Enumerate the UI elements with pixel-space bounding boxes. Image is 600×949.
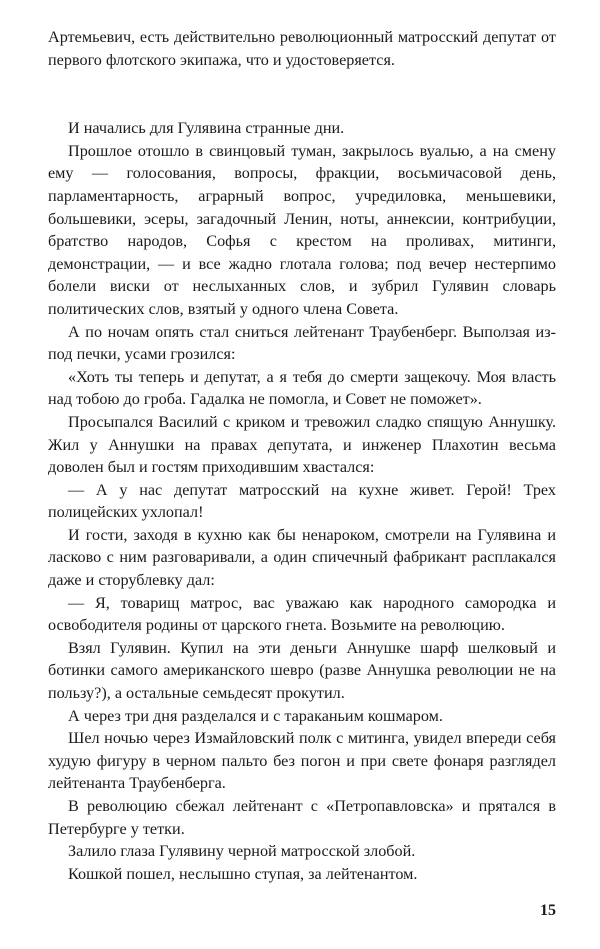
paragraph: «Хоть ты теперь и депутат, а я тебя до смерти защекочу. Моя власть над тобою до гроба. Гадалка не помогла, и Совет не поможет».	[48, 367, 556, 409]
paragraph: В революцию сбежал лейтенант с «Петропавловска» и прятался в Петербурге у тетки.	[48, 797, 556, 838]
paragraph: Шел ночью через Измайловский полк с митинга, увидел впереди себя худую фигуру в черном пальто без погон и при свете фонаря разглядел лейтенанта Траубенберга.	[48, 729, 556, 793]
paragraph: Взял Гулявин. Купил на эти деньги Аннушке шарф шелковый и ботинки самого американского шевро (разве Аннушка революции не на пользу?), а остальные семьдесят прокутил.	[48, 638, 556, 703]
paragraph-dialogue: — А у нас депутат матросский на кухне живет. Герой! Трех полицейских ухлопал!	[48, 480, 556, 522]
paragraph: И начались для Гулявина странные дни.	[68, 119, 345, 138]
paragraph: Залило глаза Гулявину черной матросской злобой.	[68, 842, 416, 861]
paragraph-continuation: Артемьевич, есть действительно революционный матросский депутат от первого флотского экипажа, что и удостоверяется.	[48, 28, 556, 69]
paragraph: А по ночам опять стал сниться лейтенант Траубенберг. Выползая из-под печки, усами грозился:	[48, 322, 556, 364]
paragraph: А через три дня разделался и с тараканьим кошмаром.	[68, 706, 443, 725]
paragraph: И гости, заходя в кухню как бы ненароком, смотрели на Гулявина и ласково с ним разговаривали, а один спичечный фабрикант расплакался даже и сторублевку дал:	[48, 525, 556, 590]
page-number: 15	[540, 902, 556, 919]
paragraph-dialogue: — Я, товарищ матрос, вас уважаю как народного самородка и освободителя родины от царского гнета. Возьмите на революцию.	[48, 593, 556, 635]
paragraph: Кошкой пошел, неслышно ступая, за лейтенантом.	[68, 864, 418, 883]
paragraph: Прошлое отошло в свинцовый туман, закрылось вуалью, а на смену ему — голосования, вопросы, фракции, восьмичасовой день, парламентарность, аграрный вопрос, учредиловка, меньшевики, большевики, эсеры, загадочный Ленин, ноты, аннексии, контрибуции, братство народов, Софья с крестом на проливах, митинги, демонстрации, — и все жадно глотала голова; под вечер нестерпимо болели виски от неслыханных слов, и зубрил Гулявин словарь политических слов, взятый у одного члена Совета.	[48, 141, 556, 318]
section-gap	[48, 71, 556, 117]
paragraph: Просыпался Василий с криком и тревожил сладко спящую Аннушку. Жил у Аннушки на правах депутата, и инженер Плахотин весьма доволен был и гостям приходившим хвастался:	[48, 412, 556, 477]
page-body	[48, 26, 556, 885]
